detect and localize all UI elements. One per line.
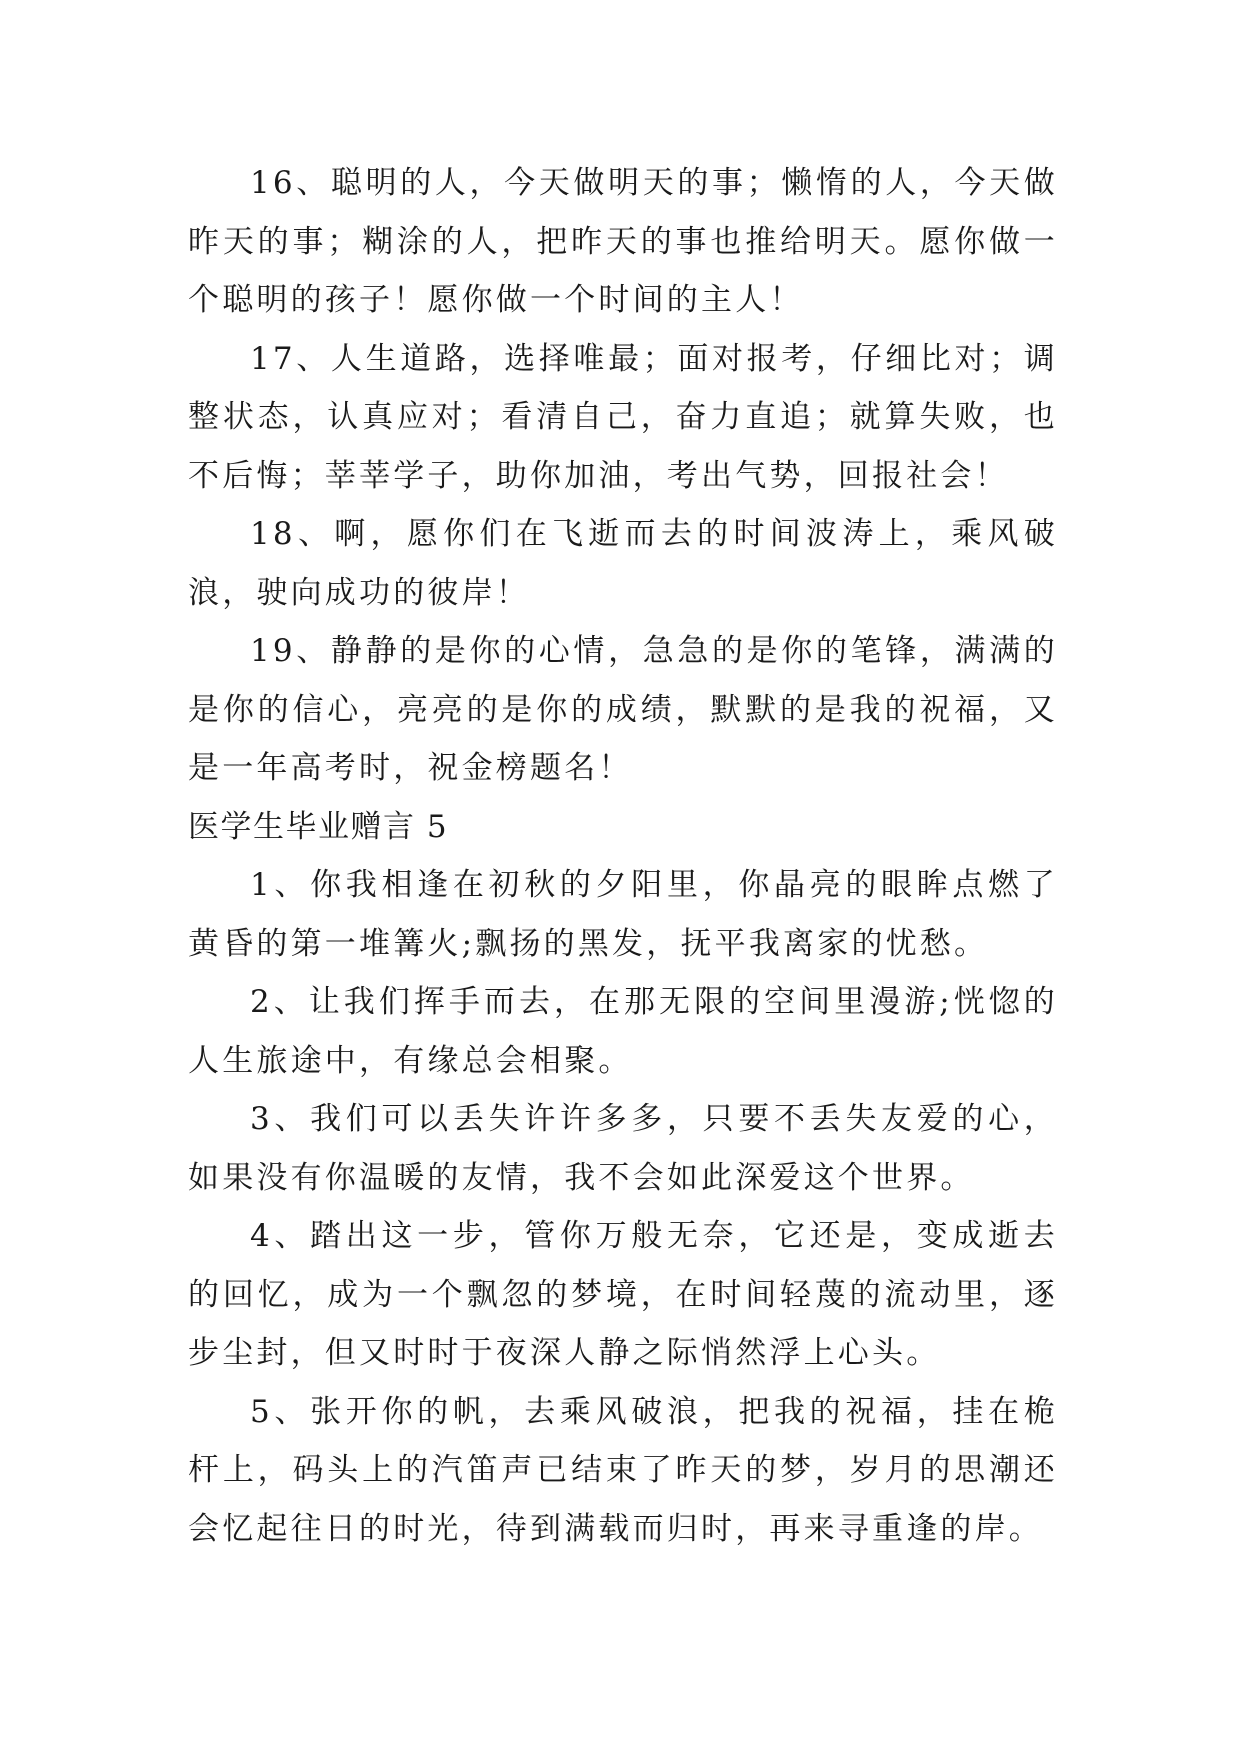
paragraph-18: 18、啊，愿你们在飞逝而去的时间波涛上，乘风破浪，驶向成功的彼岸！ — [188, 516, 1058, 611]
paragraph-17: 17、人生道路，选择唯最；面对报考，仔细比对；调整状态，认真应对；看清自己，奋力直追；就算失败，也不后悔；莘莘学子，助你加油，考出气势，回报社会！ — [188, 340, 1058, 494]
paragraph-19: 19、静静的是你的心情，急急的是你的笔锋，满满的是你的信心，亮亮的是你的成绩，默默的是我的祝福，又是一年高考时，祝金榜题名！ — [188, 633, 1058, 786]
document-page — [188, 154, 1058, 1558]
paragraph-5: 5、张开你的帆，去乘风破浪，把我的祝福，挂在桅杆上，码头上的汽笛声已结束了昨天的梦，岁月的思潮还会忆起往日的时光，待到满载而归时，再来寻重逢的岸。 — [188, 1393, 1058, 1547]
paragraph-16: 16、聪明的人，今天做明天的事；懒惰的人，今天做昨天的事；糊涂的人，把昨天的事也推给明天。愿你做一个聪明的孩子！愿你做一个时间的主人！ — [188, 165, 1058, 318]
paragraph-4: 4、踏出这一步，管你万般无奈，它还是，变成逝去的回忆，成为一个飘忽的梦境，在时间轻蔑的流动里，逐步尘封，但又时时于夜深人静之际悄然浮上心头。 — [188, 1218, 1058, 1371]
section-heading: 医学生毕业赠言 5 — [188, 808, 449, 845]
paragraph-2: 2、让我们挥手而去，在那无限的空间里漫游;恍惚的人生旅途中，有缘总会相聚。 — [188, 984, 1058, 1079]
paragraph-1: 1、你我相逢在初秋的夕阳里，你晶亮的眼眸点燃了黄昏的第一堆篝火;飘扬的黑发，抚平我离家的忧愁。 — [188, 867, 1058, 962]
paragraph-3: 3、我们可以丢失许许多多，只要不丢失友爱的心，如果没有你温暖的友情，我不会如此深爱这个世界。 — [188, 1101, 1058, 1196]
